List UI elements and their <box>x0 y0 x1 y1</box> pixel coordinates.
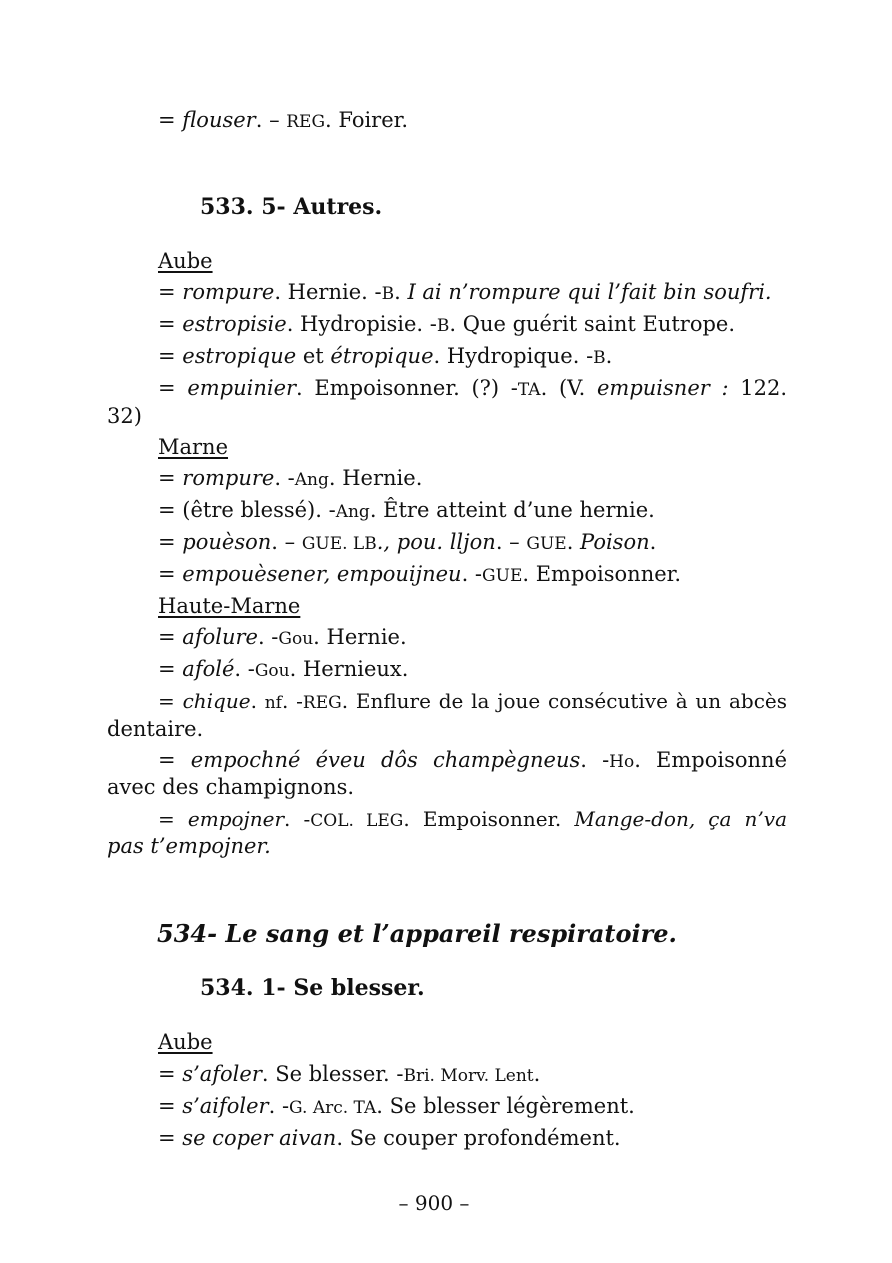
term: flouser <box>182 108 256 132</box>
entry-estropique: = estropique et étropique. Hydropique. -B. <box>158 344 613 368</box>
example-text: I ai n’rompure qui l’fait bin soufri. <box>407 280 772 304</box>
entry-etre-blesse: = (être blessé). -Ang. Être atteint d’une hernie. <box>158 498 655 522</box>
entry-empouesener: = empouèsener, empouijneu. -GUE. Empoisonner. <box>158 562 682 586</box>
entry-empochne-continuation: avec des champignons. <box>107 775 355 799</box>
entry-saifoler: = s’aifoler. -G. Arc. TA. Se blesser légèrement. <box>158 1094 635 1118</box>
cross-reference: empuisner : <box>597 376 729 400</box>
region-label-aube-534: Aube <box>158 1030 213 1054</box>
entry-estropisie: = estropisie. Hydropisie. -B. Que guérit saint Eutrope. <box>158 312 736 336</box>
page-number: – 900 – <box>398 1191 470 1215</box>
grammar-abbrev: nf <box>264 693 282 713</box>
region-label-aube: Aube <box>158 249 213 273</box>
entry-rompure-marne: = rompure. -Ang. Hernie. <box>158 466 423 490</box>
source-abbrev: REG <box>286 112 326 132</box>
section-heading-534-1: 534. 1- Se blesser. <box>200 975 425 1001</box>
region-label-marne: Marne <box>158 435 229 459</box>
entry-empojner-continuation: pas t’empojner. <box>107 834 271 858</box>
example-text: Mange-don, ça n’va <box>574 807 788 831</box>
section-heading-534: 534- Le sang et l’appareil respiratoire. <box>157 919 677 948</box>
entry-empojner: = empojner. -COL. LEG. Empoisonner. Mange-don, ça n’va <box>158 807 788 831</box>
entry-safoler: = s’afoler. Se blesser. -Bri. Morv. Lent. <box>158 1062 541 1086</box>
entry-afolure: = afolure. -Gou. Hernie. <box>158 625 407 649</box>
entry-rompure: = rompure. Hernie. -B. I ai n’rompure qui l’fait bin soufri. <box>158 280 772 304</box>
entry-se-coper-aivan: = se coper aivan. Se couper profondément. <box>158 1126 621 1150</box>
entry-afole: = afolé. -Gou. Hernieux. <box>158 657 409 681</box>
entry-flouser: = flouser. – REG. Foirer. <box>158 108 409 132</box>
section-heading-533-5: 533. 5- Autres. <box>200 194 383 220</box>
region-label-haute-marne: Haute-Marne <box>158 594 301 618</box>
entry-empuinier: = empuinier. Empoisonner. (?) -TA. (V. empuisner : 122. <box>158 376 788 400</box>
entry-chique-continuation: dentaire. <box>107 717 204 741</box>
entry-chique: = chique. nf. -REG. Enflure de la joue consécutive à un abcès <box>158 689 787 713</box>
entry-empuinier-continuation: 32) <box>107 404 142 428</box>
entry-empochne: = empochné éveu dôs champègneus. -Ho. Empoisonné <box>158 748 787 772</box>
entry-poueson: = pouèson. – GUE. LB., pou. lljon. – GUE. Poison. <box>158 530 657 554</box>
